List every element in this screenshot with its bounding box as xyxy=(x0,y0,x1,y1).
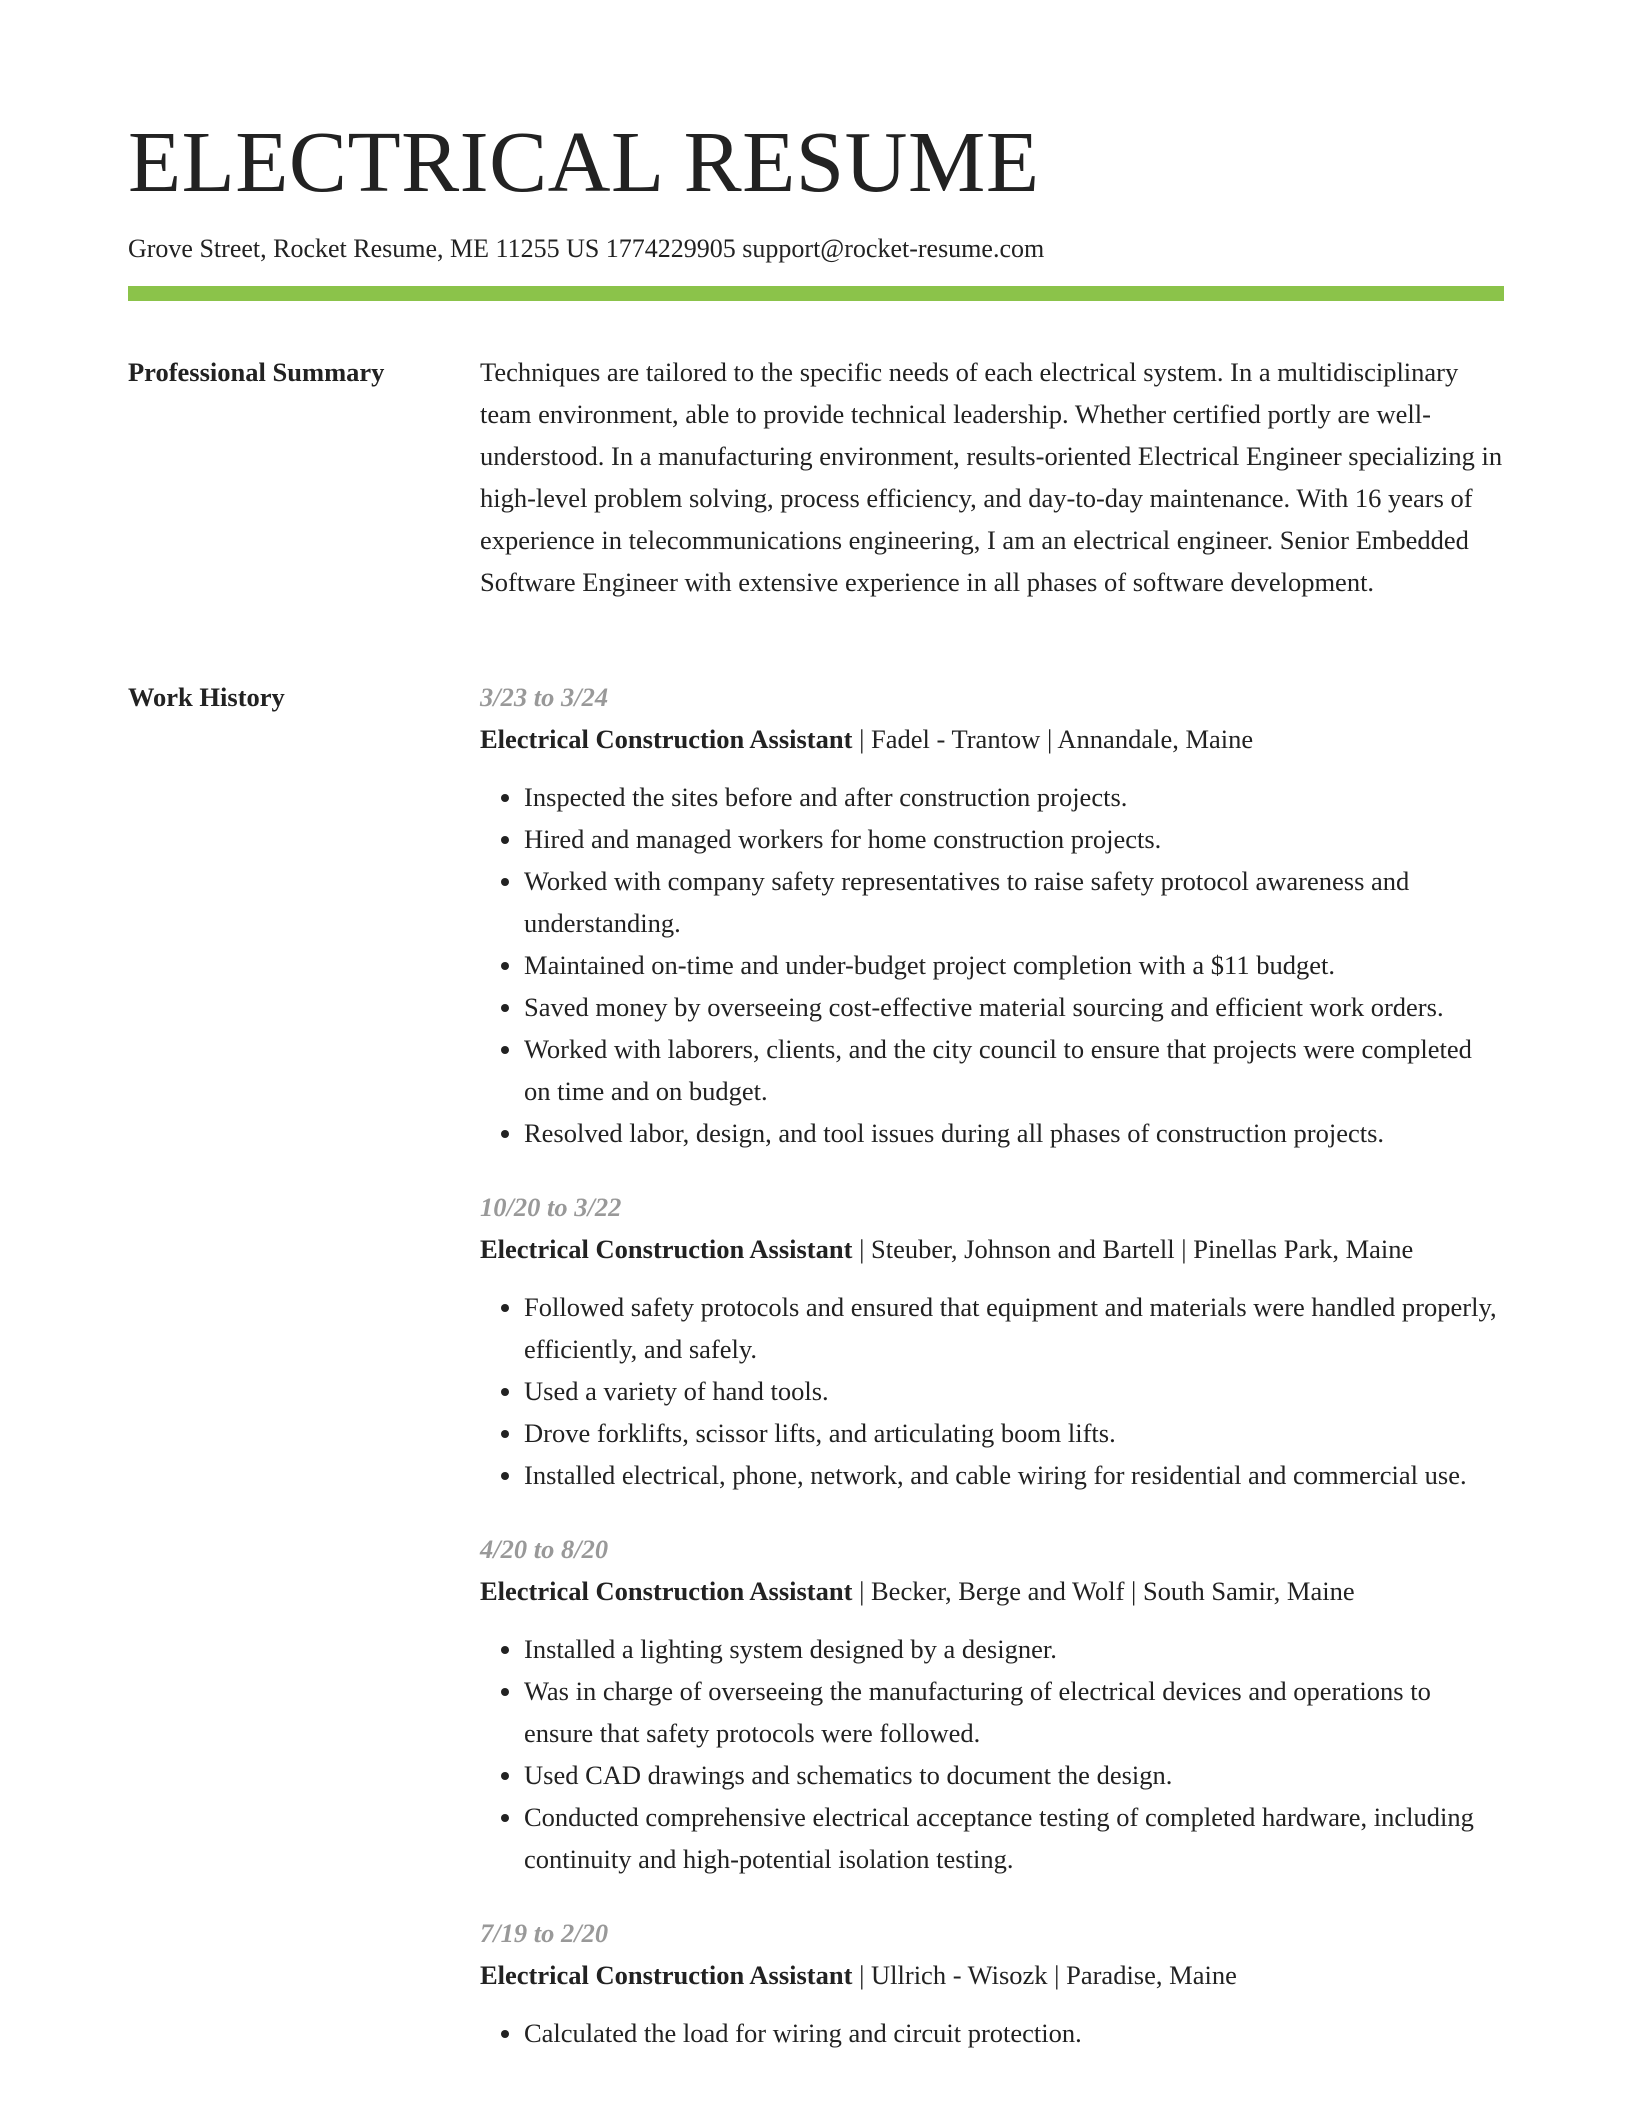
job-heading-line xyxy=(480,718,1504,760)
job-bullet-item: • Resolved labor, design, and tool issues during all phases of construction projects. xyxy=(524,1112,1504,1154)
resume-title: ELECTRICAL RESUME xyxy=(128,113,1040,210)
job-bullet-list xyxy=(480,776,1504,1154)
job-entry xyxy=(480,676,1504,1154)
header-divider xyxy=(128,286,1504,301)
job-bullet-item: • Saved money by overseeing cost-effective material sourcing and efficient work orders. xyxy=(524,986,1504,1028)
section-heading-summary: Professional Summary xyxy=(128,357,385,387)
job-bullet-list xyxy=(480,1628,1504,1880)
summary-text: Techniques are tailored to the specific needs of each electrical system. In a multidisciplinary team environment, able to provide technical leadership. Whether certified portly are well-understood. In a manufacturing environment, results-oriented Electrical Engineer specializing in high-level problem solving, process efficiency, and day-to-day maintenance. With 16 years of experience in telecommunications engineering, I am an electrical engineer. Senior Embedded Software Engineer with extensive experience in all phases of software development. xyxy=(480,357,1503,597)
job-bullet-item: • Installed a lighting system designed by a designer. xyxy=(524,1628,1504,1670)
job-dates: 3/23 to 3/24 xyxy=(480,682,609,712)
job-bullet-item: • Followed safety protocols and ensured that equipment and materials were handled properly, efficiently, and safely. xyxy=(524,1286,1504,1370)
job-bullet-item: • Worked with laborers, clients, and the city council to ensure that projects were completed on time and on budget. xyxy=(524,1028,1504,1112)
contact-info: Grove Street, Rocket Resume, ME 11255 US 1774229905 support@rocket-resume.com xyxy=(128,234,1045,263)
job-heading-line xyxy=(480,1570,1504,1612)
job-bullet-item: • Was in charge of overseeing the manufacturing of electrical devices and operations to ensure that safety protocols were followed. xyxy=(524,1670,1504,1754)
job-title: Electrical Construction Assistant xyxy=(480,724,853,754)
job-company-location: | Becker, Berge and Wolf | South Samir, Maine xyxy=(852,1576,1355,1606)
job-title: Electrical Construction Assistant xyxy=(480,1234,853,1264)
job-bullet-item: • Installed electrical, phone, network, and cable wiring for residential and commercial use. xyxy=(524,1454,1504,1496)
section-heading-work-history: Work History xyxy=(128,682,285,712)
job-bullet-list xyxy=(480,1286,1504,1496)
job-company-location: | Steuber, Johnson and Bartell | Pinellas Park, Maine xyxy=(852,1234,1414,1264)
job-company-location: | Fadel - Trantow | Annandale, Maine xyxy=(852,724,1254,754)
job-bullet-item: • Hired and managed workers for home construction projects. xyxy=(524,818,1504,860)
job-dates: 10/20 to 3/22 xyxy=(480,1192,622,1222)
job-heading-line xyxy=(480,1954,1504,1996)
job-heading-line xyxy=(480,1228,1504,1270)
job-bullet-item: • Calculated the load for wiring and circuit protection. xyxy=(524,2012,1504,2054)
job-bullet-item: • Inspected the sites before and after construction projects. xyxy=(524,776,1504,818)
job-dates: 4/20 to 8/20 xyxy=(480,1534,609,1564)
job-bullet-item: • Worked with company safety representatives to raise safety protocol awareness and understanding. xyxy=(524,860,1504,944)
job-bullet-item: • Drove forklifts, scissor lifts, and articulating boom lifts. xyxy=(524,1412,1504,1454)
job-bullet-list xyxy=(480,2012,1504,2054)
job-title: Electrical Construction Assistant xyxy=(480,1576,853,1606)
job-entry xyxy=(480,1528,1504,1880)
job-bullet-item: • Maintained on-time and under-budget project completion with a $11 budget. xyxy=(524,944,1504,986)
work-history-list xyxy=(480,676,1504,2086)
job-bullet-item: • Used a variety of hand tools. xyxy=(524,1370,1504,1412)
job-title: Electrical Construction Assistant xyxy=(480,1960,853,1990)
job-bullet-item: • Conducted comprehensive electrical acceptance testing of completed hardware, including continuity and high-potential isolation testing. xyxy=(524,1796,1504,1880)
job-entry xyxy=(480,1186,1504,1496)
summary-body xyxy=(480,351,1504,603)
job-entry xyxy=(480,1912,1504,2054)
job-dates: 7/19 to 2/20 xyxy=(480,1918,609,1948)
job-company-location: | Ullrich - Wisozk | Paradise, Maine xyxy=(852,1960,1237,1990)
job-bullet-item: • Used CAD drawings and schematics to document the design. xyxy=(524,1754,1504,1796)
